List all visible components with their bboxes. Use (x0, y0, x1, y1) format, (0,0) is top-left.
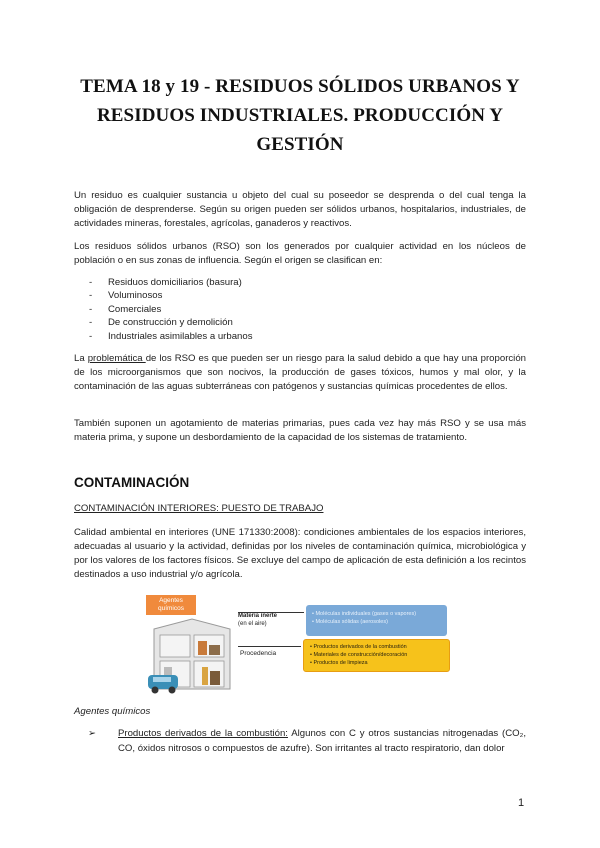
agentes-quimicos-label: Agentes químicos (146, 595, 196, 615)
list-item: - Voluminosos (89, 290, 163, 302)
paragraph-problematica: La problemática de los RSO es que pueden ser un riesgo para la salud debido a que hay una proporción de los microorganismos que son nocivos, la producción de gases tóxicos, humos y mal olor, y la contaminación de las aguas subterráneas con patógenos y sustancias químicas procedentes de ellos. (74, 353, 526, 392)
paragraph-calidad-ambiental: Calidad ambiental en interiores (UNE 171330:2008): condiciones ambientales de los espacios interiores, adecuadas al usuario y la actividad, definidas por los niveles de contaminación química, microbiológica y por los valores de los factores físicos. Se excluye del campo de aplicación de esta definición a los recintos destinados a uso industrial y/o agrícola. (74, 527, 526, 580)
list-item: - Industriales asimilables a urbanos (89, 330, 253, 342)
problematica-link: problemática (87, 353, 146, 364)
materia-inerte-label: Materia inerte (en el aire) (238, 613, 278, 627)
procedencia-box (303, 639, 450, 672)
rso-classification-list (74, 276, 526, 343)
procedencia-label: Procedencia (240, 650, 277, 657)
arrow-bullet-icon: ➢ (88, 728, 97, 739)
title-line-1: TEMA 18 y 19 - RESIDUOS SÓLIDOS URBANOS Y (80, 76, 520, 97)
agente-item-combustion: ➢ Productos derivados de la combustión: Algunos con C y otros sustancias nitrogenadas (CO₂, CO, óxidos nitrosos o compuestos de azufre). Son irritantes al tracto respiratorio, dan dolor (88, 728, 526, 754)
title-line-2: RESIDUOS INDUSTRIALES. PRODUCCIÓN Y (96, 105, 504, 126)
house-illustration (146, 617, 238, 697)
connector-top (238, 612, 304, 613)
yellow-item: • Productos derivados de la combustión (310, 644, 407, 650)
yellow-item: • Productos de limpieza (310, 660, 368, 666)
figure-caption: Agentes químicos (74, 706, 151, 717)
page-number: 1 (518, 797, 525, 809)
title-line-3: GESTIÓN (256, 134, 344, 155)
list-item: - De construcción y demolición (89, 317, 233, 329)
connector-bottom (238, 646, 301, 647)
section-heading-contaminacion: CONTAMINACIÓN (74, 475, 190, 490)
agentes-quimicos-diagram (146, 595, 456, 700)
blue-item: • Moléculas individuales (gases o vapores) (312, 611, 417, 617)
paragraph-residuo-definition: Un residuo es cualquier sustancia u objeto del cual su poseedor se desprenda o del cual tenga la obligación de desprenderse. Según su origen pueden ser sólidos urbanos, hospitalarios, industriales, de actividades mineras, forestales, agrícolas, ganaderos y reactivos. (74, 190, 526, 229)
list-item: - Comerciales (89, 303, 162, 315)
paragraph-rso-definition: Los residuos sólidos urbanos (RSO) son los generados por cualquier actividad en los núcleos de población o en sus zonas de influencia. Según el origen se clasifican en: (74, 241, 526, 266)
combustion-link: Productos derivados de la combustión: (118, 728, 288, 739)
materia-inerte-box (306, 605, 447, 636)
yellow-item: • Materiales de construcción/decoración (310, 652, 408, 658)
document-title (60, 72, 540, 159)
blue-item: • Moléculas sólidas (aerosoles) (312, 619, 388, 625)
subheading-interiores: CONTAMINACIÓN INTERIORES: PUESTO DE TRABAJO (74, 503, 324, 514)
list-item: - Residuos domiciliarios (basura) (89, 277, 242, 288)
paragraph-agotamiento: También suponen un agotamiento de materias primarias, pues cada vez hay más RSO y se usa más materia prima, y supone un desbordamiento de la capacidad de los sistemas de tratamiento. (74, 418, 526, 443)
